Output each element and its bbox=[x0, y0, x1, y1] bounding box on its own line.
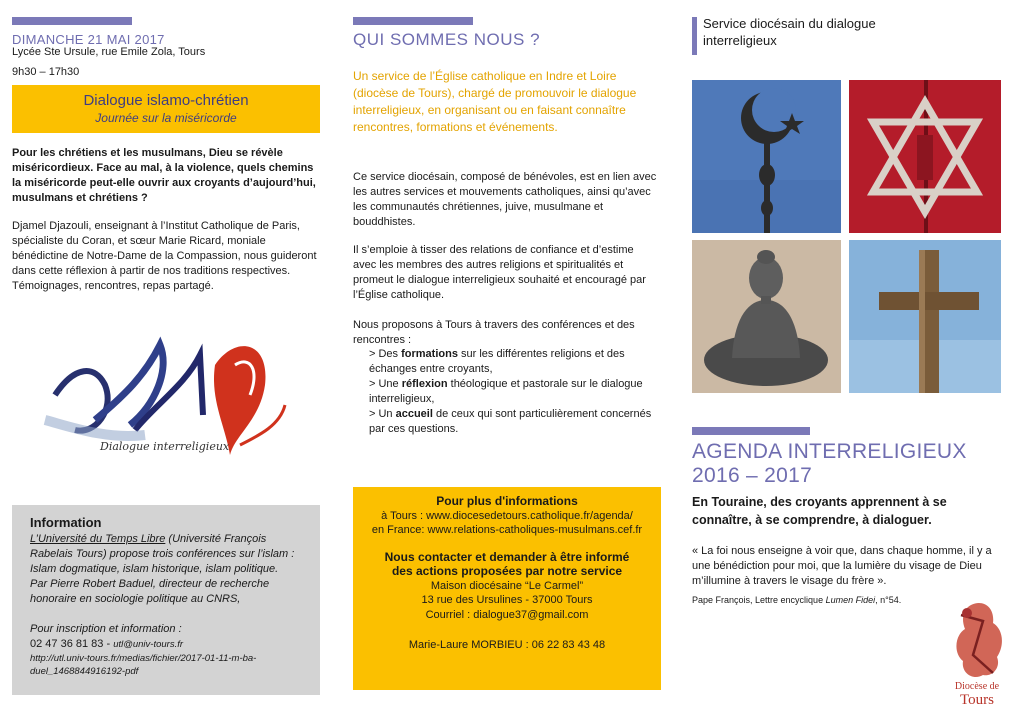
offer-list bbox=[369, 347, 659, 437]
section-title: QUI SOMMES NOUS ? bbox=[353, 30, 541, 49]
logo-text-2: Tours bbox=[960, 692, 994, 707]
information-text-1: (Université François Rabelais Tours) propose trois conférences sur l’islam : bbox=[30, 533, 295, 560]
contact-box bbox=[353, 487, 661, 690]
event-subtitle: Journée sur la miséricorde bbox=[95, 111, 237, 125]
accent-bar bbox=[692, 427, 810, 435]
event-title: Dialogue islamo-chrétien bbox=[83, 92, 249, 109]
information-box bbox=[12, 505, 320, 695]
website-france[interactable]: en France: www.relations-catholiques-musulmans.cef.fr bbox=[371, 524, 643, 536]
information-url[interactable]: http://utl.univ-tours.fr/medias/fichier/2017-01-11-m-ba-duel_1468844916192-pdf bbox=[30, 653, 257, 677]
contact-address: 13 rue des Ursulines - 37000 Tours bbox=[421, 594, 593, 606]
crescent-star-photo bbox=[692, 80, 841, 233]
cross-photo bbox=[849, 240, 1001, 393]
information-phone: 02 47 36 81 83 - bbox=[30, 638, 114, 650]
quote-citation: Pape François, Lettre encyclique Lumen Fidei, n°54. bbox=[692, 595, 902, 605]
contact-title-2: Nous contacter et demander à être informé des actions proposées par notre service bbox=[384, 549, 630, 578]
event-title-box bbox=[12, 85, 320, 133]
accent-vertical-bar bbox=[692, 17, 697, 55]
calligraphy-image bbox=[35, 325, 290, 485]
logo-text-1: Diocèse de bbox=[954, 681, 1000, 692]
agenda-title: AGENDA INTERRELIGIEUX 2016 – 2017 bbox=[692, 440, 967, 487]
star-of-david-photo bbox=[849, 80, 1001, 233]
information-text-4: Pour inscription et information : bbox=[30, 623, 182, 635]
agenda-quote: « La foi nous enseigne à voir que, dans chaque homme, il y a une bénédiction pour moi, que la lumière du visage de Dieu m’illumine à travers le visage du frère ». bbox=[692, 545, 992, 587]
information-text-2: Islam dogmatique, islam historique, islam politique. bbox=[30, 563, 279, 575]
service-title: Service diocésain du dialogue interreligieux bbox=[703, 16, 876, 48]
event-lead: Pour les chrétiens et les musulmans, Dieu se révèle miséricordieux. Face au mal, à la violence, quels chemins la miséricorde peut-elle ouvrir aux croyants d’aujourd’hui, musulmans et chrétiens ? bbox=[12, 147, 316, 204]
contact-email[interactable]: Courriel : dialogue37@gmail.com bbox=[425, 608, 589, 621]
website-tours[interactable]: à Tours : www.diocesedetours.catholique.fr/agenda/ bbox=[381, 509, 633, 522]
event-body: Djamel Djazouli, enseignant à l’Institut Catholique de Paris, spécialiste du Coran, et sœur Marie Ricard, moniale bénédictine de Notre-Dame de la Compassion, nous guideront dans cette réflexion à partir de nos traditions respectives. Témoignages, rencontres, repas partagé. bbox=[12, 220, 317, 292]
paragraph-1: Ce service diocésain, composé de bénévoles, est en lien avec les autres services et mouvements catholiques, ainsi qu’avec les communautés chrétiennes, juive, musulmane et bouddhistes. bbox=[353, 171, 657, 228]
accent-bar bbox=[12, 17, 132, 25]
event-address: Lycée Ste Ursule, rue Emile Zola, Tours bbox=[12, 46, 206, 58]
diocese-logo bbox=[943, 595, 1011, 707]
event-time: 9h30 – 17h30 bbox=[12, 66, 80, 78]
information-text bbox=[30, 532, 306, 562]
information-text-3: Par Pierre Robert Baduel, directeur de recherche honoraire en sociologie politique au CNRS, bbox=[30, 578, 270, 605]
intro-text: Un service de l’Église catholique en Indre et Loire (diocèse de Tours), chargé de promouvoir le dialogue interreligieux, en organisant ou en faisant connaître rencontres, formations et événements. bbox=[353, 69, 637, 134]
buddha-photo bbox=[692, 240, 841, 393]
contact-place: Maison diocésaine “Le Carmel” bbox=[430, 579, 584, 592]
calligraphy-caption: Dialogue interreligieux bbox=[100, 440, 230, 453]
information-title: Information bbox=[30, 515, 102, 530]
event-date: DIMANCHE 21 MAI 2017 bbox=[12, 32, 165, 47]
paragraph-3: Nous proposons à Tours à travers des conférences et des rencontres : bbox=[353, 319, 635, 346]
list-item: > Une réflexion théologique et pastorale sur le dialogue interreligieux, bbox=[369, 378, 643, 405]
utl-link[interactable]: L’Université du Temps Libre bbox=[30, 533, 166, 545]
agenda-lead: En Touraine, des croyants apprennent à se connaître, à se comprendre, à dialoguer. bbox=[692, 495, 947, 527]
paragraph-2: Il s’emploie à tisser des relations de confiance et d’estime avec les membres des autres religions et spiritualités et promeut le dialogue interreligieux souhaité et encouragé par l’Église catholique. bbox=[353, 244, 646, 301]
contact-phone: Marie-Laure MORBIEU : 06 22 83 43 48 bbox=[408, 639, 606, 651]
information-email[interactable]: utl@univ-tours.fr bbox=[113, 639, 184, 650]
list-item: > Un accueil de ceux qui sont particulièrement concernés par ces questions. bbox=[369, 408, 652, 435]
information-contact bbox=[30, 637, 306, 652]
accent-bar bbox=[353, 17, 473, 25]
list-item: > Des formations sur les différentes religions et des échanges entre croyants, bbox=[369, 348, 625, 375]
contact-title: Pour plus d'informations bbox=[436, 494, 578, 508]
